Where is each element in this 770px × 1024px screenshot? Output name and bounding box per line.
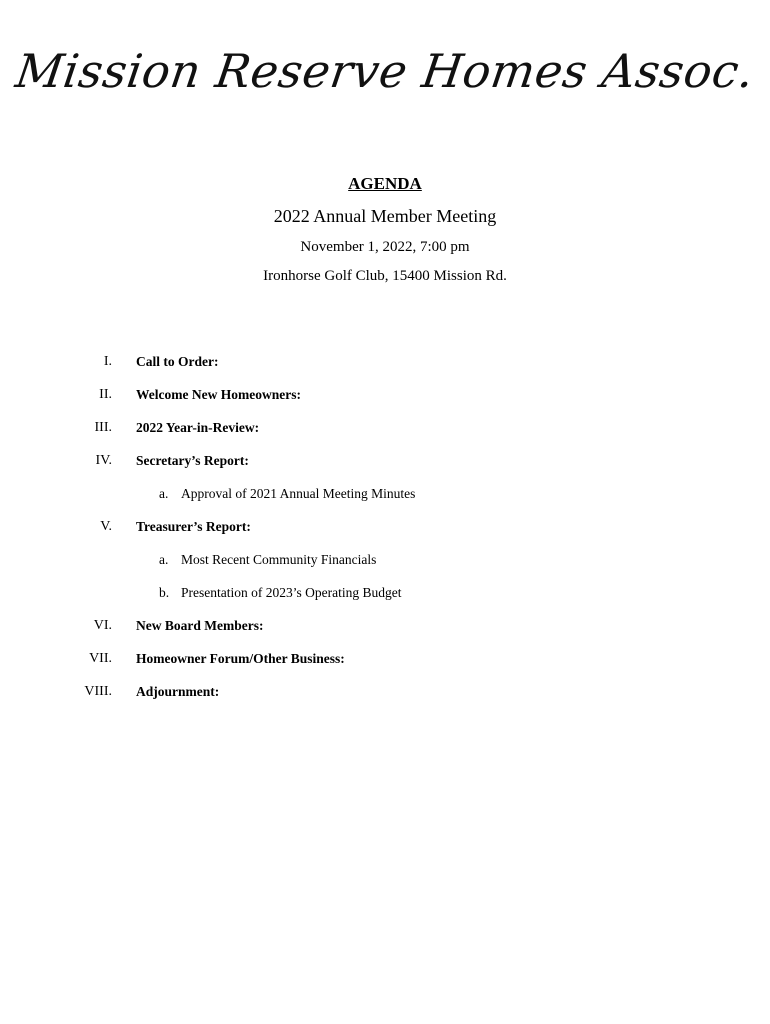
agenda-item-label: Homeowner Forum/Other Business: <box>136 651 345 666</box>
agenda-item-label: Treasurer’s Report: <box>136 519 251 534</box>
agenda-item <box>0 451 770 484</box>
agenda-item-numeral: VIII. <box>84 684 112 699</box>
agenda-item <box>0 682 770 715</box>
agenda-item-numeral: VI. <box>93 618 112 633</box>
meeting-location: Ironhorse Golf Club, 15400 Mission Rd. <box>263 268 507 284</box>
meeting-date-time: November 1, 2022, 7:00 pm <box>300 239 470 255</box>
agenda-item-numeral: III. <box>94 420 112 435</box>
agenda-subitem <box>0 550 770 583</box>
agenda-subitem <box>0 583 770 616</box>
agenda-subitem-label: Most Recent Community Financials <box>181 552 377 567</box>
agenda-item-numeral: II. <box>99 387 112 402</box>
agenda-subitem-letter: a. <box>159 486 169 501</box>
agenda-item-label: Secretary’s Report: <box>136 453 249 468</box>
agenda-subitem-label: Presentation of 2023’s Operating Budget <box>181 585 402 600</box>
agenda-item-label: New Board Members: <box>136 618 264 633</box>
agenda-item-label: Welcome New Homeowners: <box>136 387 301 402</box>
agenda-subitem <box>0 484 770 517</box>
agenda-item <box>0 385 770 418</box>
agenda-subitem-label: Approval of 2021 Annual Meeting Minutes <box>181 486 416 501</box>
agenda-item-label: Adjournment: <box>136 684 220 699</box>
agenda-item-numeral: IV. <box>95 453 112 468</box>
agenda-item-label: 2022 Year-in-Review: <box>136 420 260 435</box>
agenda-item-numeral: V. <box>100 519 112 534</box>
association-logo: Mission Reserve Homes Assoc. <box>12 44 758 98</box>
agenda-subitem-letter: a. <box>159 552 169 567</box>
agenda-item <box>0 517 770 550</box>
agenda-item-numeral: VII. <box>89 651 112 666</box>
agenda-item-label: Call to Order: <box>136 354 219 369</box>
agenda-item <box>0 418 770 451</box>
agenda-subitem-letter: b. <box>159 585 170 600</box>
agenda-item <box>0 649 770 682</box>
agenda-item <box>0 352 770 385</box>
agenda-item <box>0 616 770 649</box>
agenda-heading: AGENDA <box>348 174 422 193</box>
agenda-list <box>0 352 770 715</box>
meeting-title: 2022 Annual Member Meeting <box>273 206 497 226</box>
agenda-item-numeral: I. <box>103 354 112 369</box>
